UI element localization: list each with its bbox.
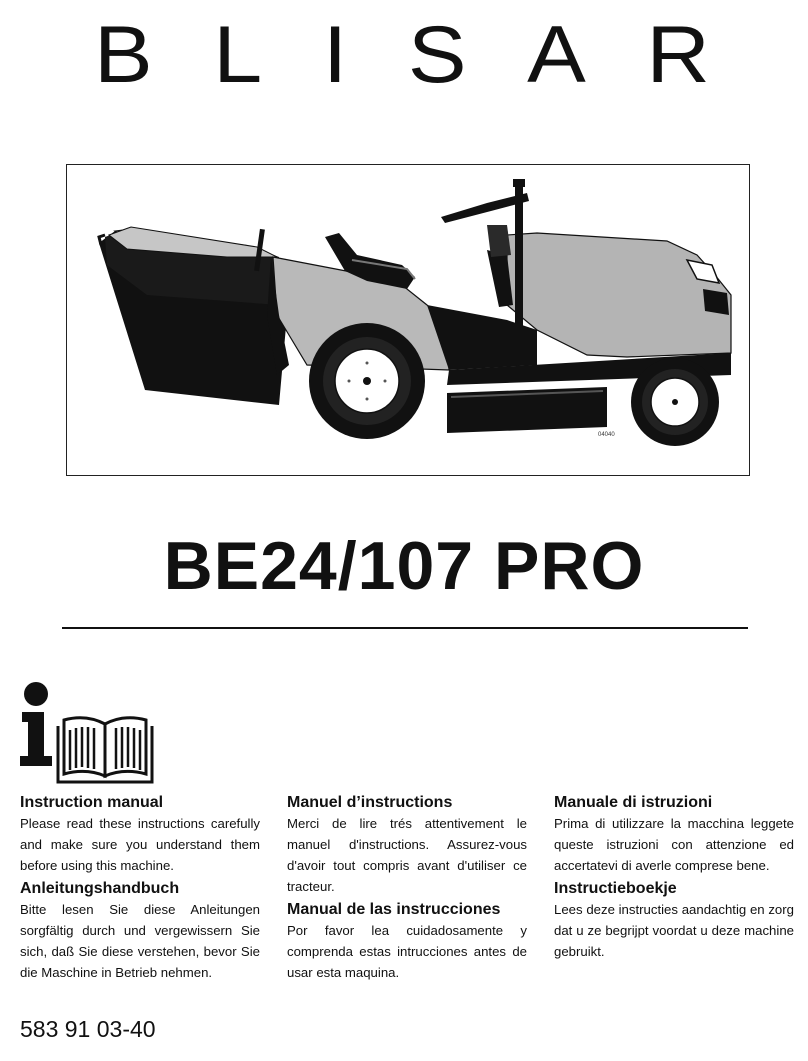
model-title: BE24/107 PRO <box>163 528 645 604</box>
heading-fr: Manuel d’instructions <box>287 794 453 811</box>
title-divider <box>62 627 748 629</box>
heading-de: Anleitungshandbuch <box>20 880 180 897</box>
heading-nl: Instructieboekje <box>554 880 677 897</box>
part-number: 583 91 03-40 <box>20 1016 156 1042</box>
heading-es: Manual de las instrucciones <box>287 901 501 918</box>
tractor-illustration <box>67 165 751 477</box>
open-book-icon <box>58 718 152 782</box>
brand-name: BLISAR <box>93 16 710 96</box>
text-fr: Merci de lire trés attentivement le manuel d'instructions. Assurez-vous d'avoir tout compris avant d'utiliser ce tracteur. <box>287 816 527 894</box>
text-en: Please read these instructions carefully and make sure you understand them before using this machine. <box>20 816 260 873</box>
column-it-nl <box>554 792 794 964</box>
info-icon <box>20 682 52 766</box>
column-en-de <box>20 792 260 985</box>
text-it: Prima di utilizzare la macchina leggete queste istruzioni con attenzione ed accertatevi di averle comprese bene. <box>554 816 794 873</box>
text-es: Por favor lea cuidadosamente y comprenda estas intrucciones antes de usar esta maquina. <box>287 923 527 980</box>
figure-code: 04040 <box>598 432 615 438</box>
text-de: Bitte lesen Sie diese Anleitungen sorgfältig durch und vergewissern Sie sich, daß Sie diese verstehen, bevor Sie die Maschine in Betrieb nehmen. <box>20 902 260 980</box>
heading-it: Manuale di istruzioni <box>554 794 713 811</box>
heading-en: Instruction manual <box>20 794 164 811</box>
column-fr-es <box>287 792 527 985</box>
info-book-icon-group <box>16 680 156 790</box>
brand-logo <box>92 16 712 96</box>
product-illustration-frame <box>66 164 750 476</box>
text-nl: Lees deze instructies aandachtig en zorg dat u ze begrijpt voordat u deze machine gebruikt. <box>554 902 794 959</box>
